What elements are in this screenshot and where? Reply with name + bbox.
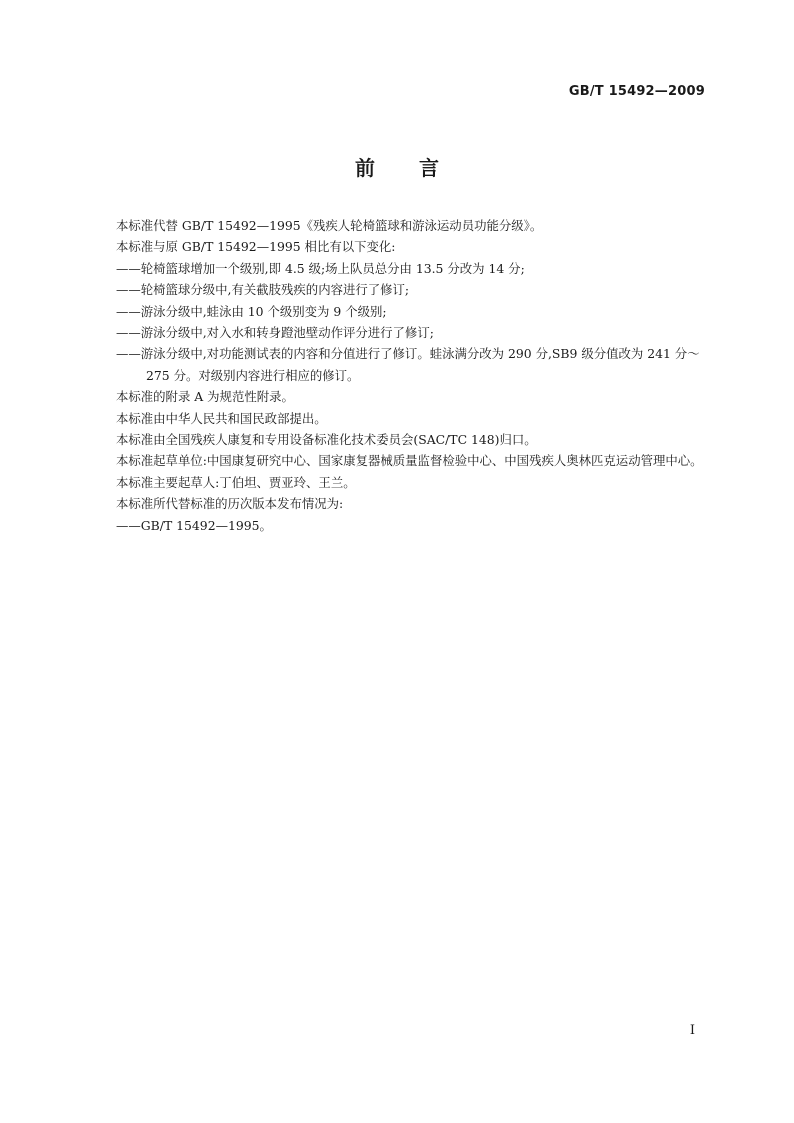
paragraph: 本标准所代替标准的历次版本发布情况为: [116,496,344,512]
paragraph: 本标准起草单位:中国康复研究中心、国家康复器械质量监督检验中心、中国残疾人奥林匹克运动管理中心。 [116,453,703,469]
page-number: I [689,1023,695,1038]
page-title [0,152,794,181]
change-item: ——GB/T 15492—1995。 [116,517,272,533]
paragraph: 本标准由全国残疾人康复和专用设备标准化技术委员会(SAC/TC 148)归口。 [116,432,537,448]
standard-code: GB/T 15492—2009 [568,84,705,99]
paragraph: 本标准主要起草人:丁伯坦、贾亚玲、王兰。 [116,474,356,490]
paragraph: 本标准的附录 A 为规范性附录。 [116,389,294,405]
paragraph: 本标准代替 GB/T 15492—1995《残疾人轮椅篮球和游泳运动员功能分级》。 [116,218,543,233]
change-item: ——游泳分级中,蛙泳由 10 个级别变为 9 个级别; [116,303,387,319]
foreword-body [90,215,706,536]
paragraph: 本标准由中华人民共和国民政部提出。 [116,410,327,426]
change-item: ——轮椅篮球增加一个级别,即 4.5 级;场上队员总分由 13.5 分改为 14 分; [116,260,525,276]
change-item: ——游泳分级中,对入水和转身蹬池壁动作评分进行了修订; [116,325,434,341]
paragraph: 本标准与原 GB/T 15492—1995 相比有以下变化: [116,239,396,255]
title-char-1: 前 [355,156,375,180]
change-item: ——游泳分级中,对功能测试表的内容和分值进行了修订。蛙泳满分改为 290 分,SB9 级分值改为 241 分～275 分。对级别内容进行相应的修订。 [116,346,700,383]
title-char-2: 言 [419,156,439,180]
change-item: ——轮椅篮球分级中,有关截肢残疾的内容进行了修订; [116,282,410,298]
